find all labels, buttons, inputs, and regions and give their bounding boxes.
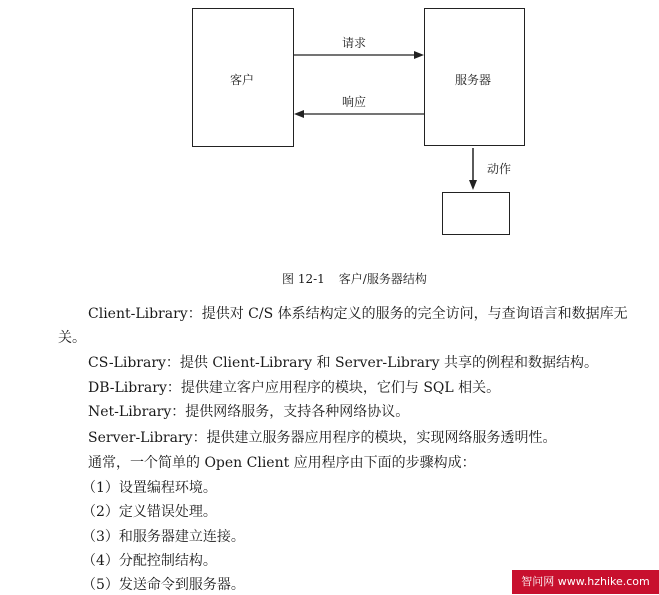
paragraph-net-library: Net-Library：提供网络服务，支持各种网络协议。 [88, 404, 410, 420]
paragraph-open-client-intro: 通常，一个简单的 Open Client 应用程序由下面的步骤构成： [88, 455, 476, 471]
client-label: 客户 [230, 73, 255, 87]
paragraph-cs-library: CS-Library：提供 Client-Library 和 Server-Library 共享的例程和数据结构。 [88, 355, 598, 371]
request-label: 请求 [342, 36, 367, 50]
caption-number: 图 12-1 [282, 272, 325, 286]
paragraph-db-library: DB-Library：提供建立客户应用程序的模块，它们与 SQL 相关。 [88, 380, 501, 396]
server-label: 服务器 [455, 73, 492, 87]
action-arrowhead [469, 180, 477, 190]
paragraph-server-library: Server-Library：提供建立服务器应用程序的模块，实现网络服务透明性。 [88, 430, 557, 446]
paragraph-client-library: Client-Library：提供对 C/S 体系结构定义的服务的完全访问，与查询语言和数据库无 [88, 306, 628, 322]
action-label: 动作 [487, 162, 512, 176]
response-arrowhead [294, 110, 304, 118]
list-item-step-5: （5）发送命令到服务器。 [82, 577, 245, 593]
list-item-step-3: （3）和服务器建立连接。 [82, 529, 245, 545]
figure-caption [282, 270, 427, 287]
request-arrowhead [414, 51, 424, 59]
response-label: 响应 [342, 95, 367, 109]
caption-text: 客户/服务器结构 [338, 272, 427, 286]
list-item-step-2: （2）定义错误处理。 [82, 504, 217, 520]
paragraph-continuation: 关。 [58, 330, 86, 346]
watermark-badge: 智问网 www.hzhike.com [512, 570, 659, 594]
list-item-step-1: （1）设置编程环境。 [82, 480, 217, 496]
list-item-step-4: （4）分配控制结构。 [82, 553, 217, 569]
